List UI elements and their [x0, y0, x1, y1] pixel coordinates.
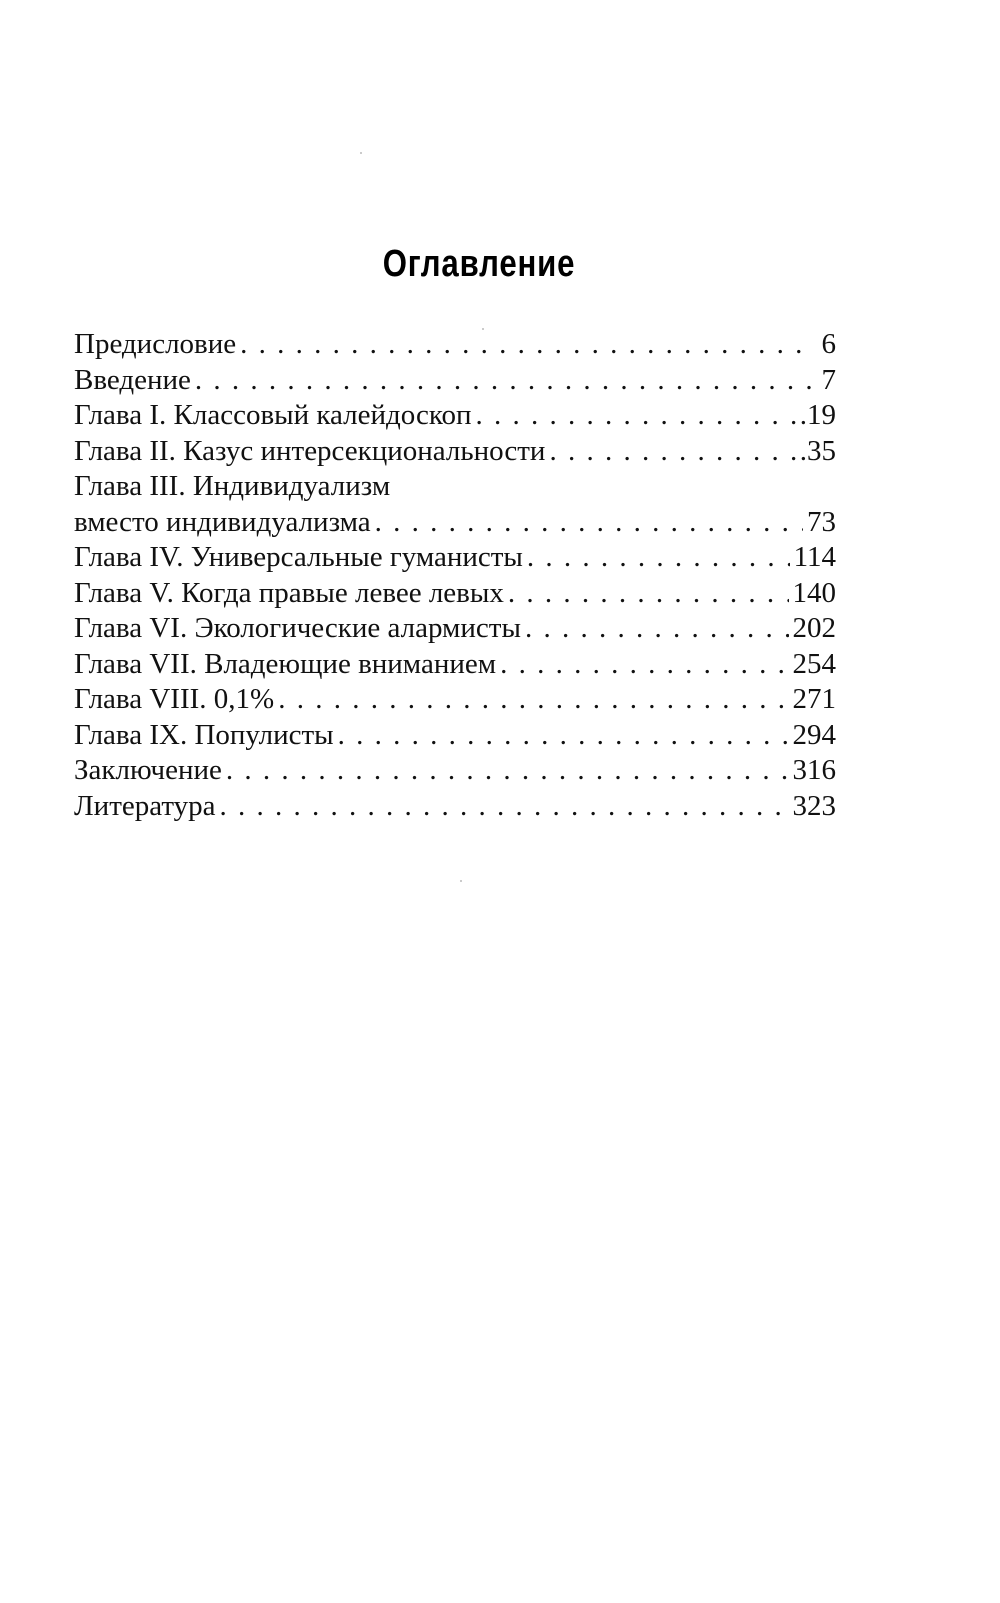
toc-entry-preface[interactable] [74, 327, 836, 363]
scan-speck [460, 880, 462, 882]
toc-page-number: 294 [792, 718, 836, 751]
page-title: Оглавление [382, 243, 576, 286]
toc-entry-title: Глава VIII. 0,1% [74, 683, 275, 715]
toc-entry-title: Глава V. Когда правые левее левых [74, 576, 504, 609]
toc-entry-title: Предисловие [74, 328, 237, 360]
toc-page-number: 323 [792, 789, 836, 822]
dot-leader [476, 398, 796, 434]
toc-entry-conclusion[interactable] [74, 753, 836, 789]
toc-entry-chapter-5[interactable] [74, 576, 836, 612]
toc-page-number: .19 [799, 399, 836, 431]
toc-page-number: 6 [821, 328, 836, 360]
toc-entry-chapter-9[interactable] [74, 718, 836, 754]
table-of-contents [74, 327, 836, 824]
toc-entry-title: Литература [74, 789, 216, 822]
toc-page-number: 114 [793, 541, 836, 573]
toc-entry-chapter-2[interactable] [74, 434, 836, 470]
toc-page-number: 73 [807, 505, 836, 538]
toc-entry-chapter-8[interactable] [74, 682, 836, 718]
toc-entry-title: Глава I. Классовый калейдоскоп [74, 399, 472, 431]
toc-entry-introduction[interactable] [74, 363, 836, 399]
toc-entry-title: вместо индивидуализма [74, 505, 371, 538]
dot-leader [527, 540, 790, 576]
dot-leader [508, 576, 789, 612]
toc-entry-title: Глава IV. Универсальные гуманисты [74, 541, 523, 573]
toc-entry-chapter-3-line1[interactable] [74, 469, 836, 505]
toc-entry-chapter-6[interactable] [74, 611, 836, 647]
dot-leader [195, 363, 812, 399]
toc-page-number: 271 [792, 683, 836, 715]
toc-entry-chapter-4[interactable] [74, 540, 836, 576]
toc-entry-chapter-3[interactable] [74, 505, 836, 541]
toc-page-number: 7 [821, 363, 836, 396]
toc-entry-title: Глава VII. Владеющие вниманием [74, 647, 497, 680]
toc-entry-literature[interactable] [74, 789, 836, 825]
toc-entry-title: Введение [74, 363, 191, 396]
toc-entry-chapter-1[interactable] [74, 398, 836, 434]
toc-page-number: 202 [792, 612, 836, 644]
toc-entry-title: Глава VI. Экологические алармисты [74, 612, 521, 644]
dot-leader [338, 718, 789, 754]
dot-leader [525, 611, 789, 647]
toc-page-number: 140 [792, 576, 836, 609]
toc-page-number: 254 [792, 647, 836, 680]
toc-entry-chapter-7[interactable] [74, 647, 836, 683]
toc-entry-title: Глава III. Индивидуализм [74, 470, 391, 502]
toc-entry-title: Заключение [74, 754, 222, 786]
dot-leader [240, 327, 812, 363]
toc-entry-title: Глава II. Казус интерсекциональности [74, 434, 546, 467]
dot-leader [278, 682, 788, 718]
dot-leader [500, 647, 788, 683]
toc-page-number: .35 [799, 434, 836, 467]
dot-leader [549, 434, 795, 470]
dot-leader [220, 789, 789, 825]
toc-page-number: 316 [792, 754, 836, 786]
toc-entry-title: Глава IX. Популисты [74, 718, 334, 751]
scan-speck [360, 152, 362, 154]
dot-leader [375, 505, 803, 541]
dot-leader [226, 753, 789, 789]
